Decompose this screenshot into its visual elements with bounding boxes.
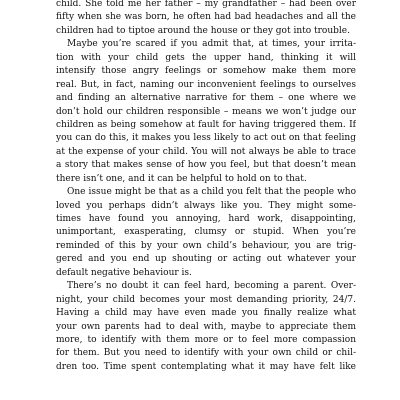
text-line: night, your child becomes your most demanding priority, 24/7. bbox=[56, 294, 356, 305]
text-line: There’s no doubt it can feel hard, becoming a parent. Over- bbox=[67, 281, 356, 292]
text-line: One issue might be that as a child you felt that the people who bbox=[67, 187, 356, 198]
text-line: and finding an alternative narrative for them – one where we bbox=[56, 93, 356, 104]
text-line: children had to tiptoe around the house or they got into trouble. bbox=[56, 25, 350, 36]
text-line: don’t hold our children responsible – means we won’t judge our bbox=[56, 106, 356, 117]
text-line: Maybe you’re scared if you admit that, at times, your irrita- bbox=[67, 39, 356, 50]
text-line: loved you perhaps didn’t always like you. They might some- bbox=[56, 200, 356, 211]
text-line: there isn’t one, and it can be helpful to hold on to that. bbox=[56, 173, 307, 184]
text-line: unimportant, exasperating, clumsy or stupid. When you’re bbox=[56, 227, 356, 238]
text-line: children as being somehow at fault for having triggered them. If bbox=[56, 119, 356, 130]
text-line: real. But, in fact, naming our inconvenient feelings to ourselves bbox=[56, 79, 356, 90]
text-line: for them. But you need to identify with your own child or chil- bbox=[56, 348, 356, 359]
text-line: Having a child may have even made you finally realize what bbox=[56, 308, 356, 319]
text-line: intensify those angry feelings or somehow make them more bbox=[56, 66, 356, 77]
text-line: gered and you end up shouting or acting out whatever your bbox=[56, 254, 356, 265]
text-line: at the expense of your child. You will not always be able to trace bbox=[56, 146, 356, 157]
text-line: tion with your child gets the upper hand, thinking it will bbox=[56, 52, 356, 63]
paragraph bbox=[56, 280, 356, 374]
text-line: a story that makes sense of how you feel, but that doesn’t mean bbox=[56, 160, 356, 171]
text-line: default negative behaviour is. bbox=[56, 267, 192, 278]
paragraph bbox=[56, 186, 356, 280]
text-line: reminded of this by your own child’s behaviour, you are trig- bbox=[56, 240, 356, 251]
text-line: fifty when she was born, he often had bad headaches and all the bbox=[56, 12, 356, 23]
text-line: times have found you annoying, hard work, disappointing, bbox=[56, 214, 356, 224]
text-line: child. She told me her father – my grandfather – had been over bbox=[56, 0, 356, 9]
text-line: more, to identify with them more or to feel more compassion bbox=[56, 334, 356, 345]
paragraph bbox=[56, 38, 356, 186]
text-line: you can do this, it makes you less likely to act out on that feeling bbox=[56, 133, 356, 144]
text-line: dren too. Time spent contemplating what it may have felt like bbox=[56, 361, 356, 372]
paragraph bbox=[56, 0, 356, 38]
book-page-text bbox=[56, 0, 356, 374]
text-line: your own parents had to deal with, maybe to appreciate them bbox=[56, 321, 356, 332]
